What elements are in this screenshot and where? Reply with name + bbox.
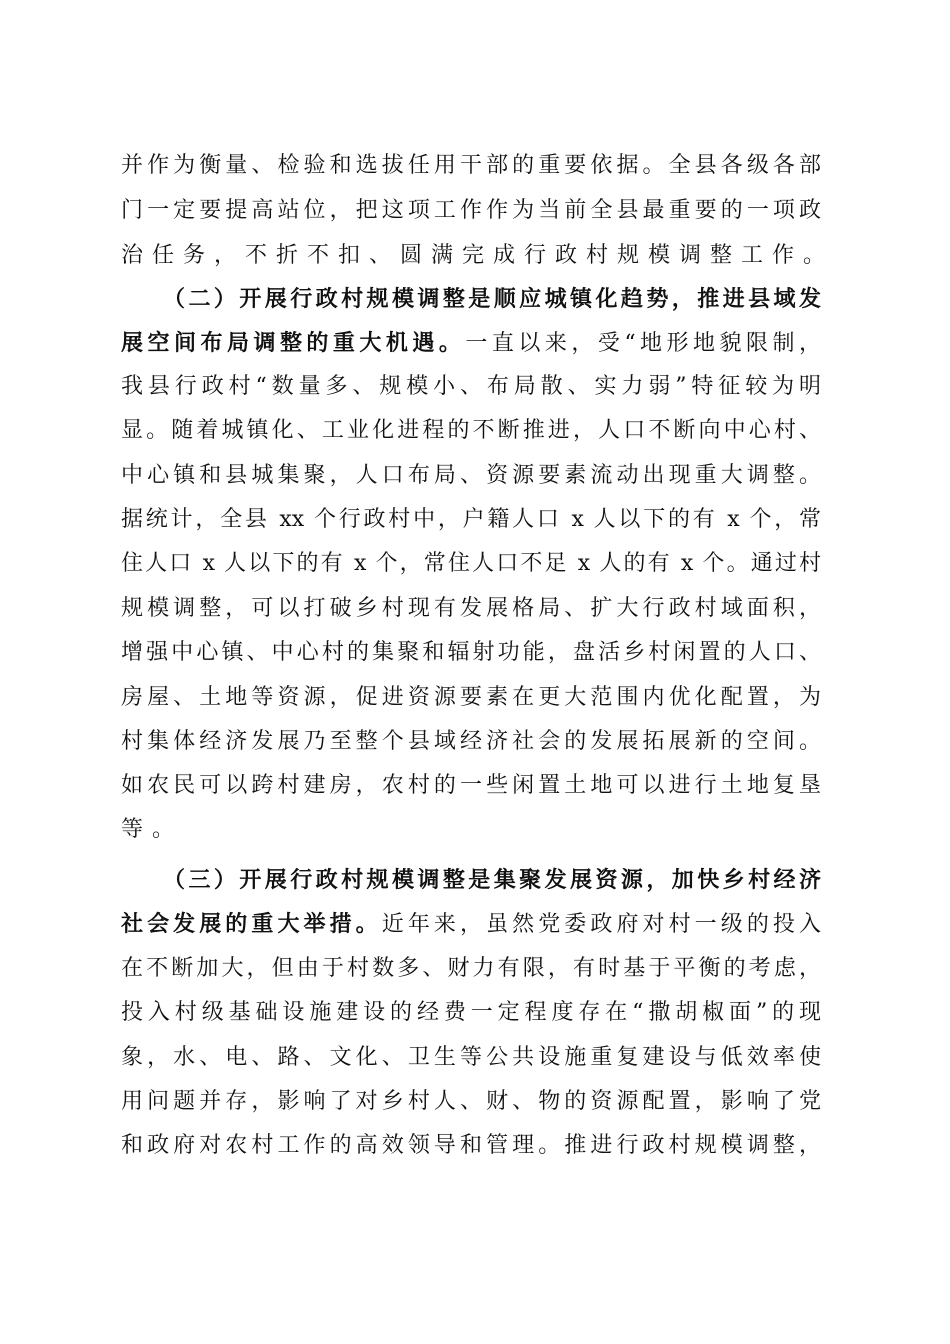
text-line <box>121 1131 821 1161</box>
body-text: 中心镇和县城集聚，人口布局、资源要素流动出现重大调整。 <box>121 463 821 488</box>
text-line <box>121 416 821 446</box>
text-line <box>121 909 821 939</box>
body-text: 象，水、电、路、文化、卫生等公共设施重复建设与低效率使 <box>121 1045 821 1070</box>
body-text: 规模调整，可以打破乡村现有发展格局、扩大行政村域面积， <box>121 596 821 621</box>
text-line <box>121 683 821 713</box>
text-line <box>121 1087 821 1117</box>
text-line <box>121 549 821 579</box>
section-heading-line <box>163 865 821 895</box>
body-text: 治任务，不折不扣、圆满完成行政村规模调整工作。 <box>121 243 835 268</box>
body-text: 房屋、土地等资源，促进资源要素在更大范围内优化配置，为 <box>121 685 821 710</box>
bold-heading-text: （二）开展行政村规模调整是顺应城镇化趋势，推进县域发 <box>163 286 821 312</box>
section-heading-line <box>163 284 821 314</box>
bold-heading-text: （三）开展行政村规模调整是集聚发展资源，加快乡村经济 <box>163 867 821 893</box>
text-line <box>121 815 821 845</box>
text-line <box>121 727 821 757</box>
text-line <box>121 241 835 271</box>
body-text: 用问题并存，影响了对乡村人、财、物的资源配置，影响了党 <box>121 1089 821 1114</box>
text-line <box>121 328 821 358</box>
text-line <box>121 151 821 181</box>
text-line <box>121 638 821 668</box>
body-text: 增强中心镇、中心村的集聚和辐射功能，盘活乡村闲置的人口、 <box>121 640 821 665</box>
body-text: 一直以来，受“地形地貌限制， <box>465 331 821 356</box>
text-line <box>121 1043 821 1073</box>
body-text: 住人口 x 人以下的有 x 个，常住人口不足 x 人的有 x 个。通过村 <box>121 551 821 576</box>
body-text: 近年来，虽然党委政府对村一级的投入 <box>381 912 821 937</box>
body-text: 我县行政村“数量多、规模小、布局散、实力弱”特征较为明 <box>121 374 821 399</box>
text-line <box>121 771 821 801</box>
text-line <box>121 372 821 402</box>
text-line <box>121 594 821 624</box>
bold-heading-text: 展空间布局调整的重大机遇。 <box>121 330 466 356</box>
text-line <box>121 461 821 491</box>
body-text: 投入村级基础设施建设的经费一定程度存在“撒胡椒面”的现 <box>121 1000 821 1025</box>
text-line <box>121 998 821 1028</box>
body-text: 显。随着城镇化、工业化进程的不断推进，人口不断向中心村、 <box>121 418 821 443</box>
body-text: 如农民可以跨村建房，农村的一些闲置土地可以进行土地复垦 <box>121 773 821 798</box>
body-text: 并作为衡量、检验和选拔任用干部的重要依据。全县各级各部 <box>121 153 821 178</box>
text-line <box>121 954 821 984</box>
text-line <box>121 196 821 226</box>
body-text: 据统计，全县 xx 个行政村中，户籍人口 x 人以下的有 x 个，常 <box>121 507 821 532</box>
body-text: 村集体经济发展乃至整个县域经济社会的发展拓展新的空间。 <box>121 729 821 754</box>
body-text: 等。 <box>121 817 184 842</box>
body-text: 在不断加大，但由于村数多、财力有限，有时基于平衡的考虑， <box>121 956 821 981</box>
bold-heading-text: 社会发展的重大举措。 <box>121 911 382 937</box>
text-line <box>121 505 821 535</box>
body-text: 和政府对农村工作的高效领导和管理。推进行政村规模调整， <box>121 1133 821 1158</box>
body-text: 门一定要提高站位，把这项工作作为当前全县最重要的一项政 <box>121 198 821 223</box>
